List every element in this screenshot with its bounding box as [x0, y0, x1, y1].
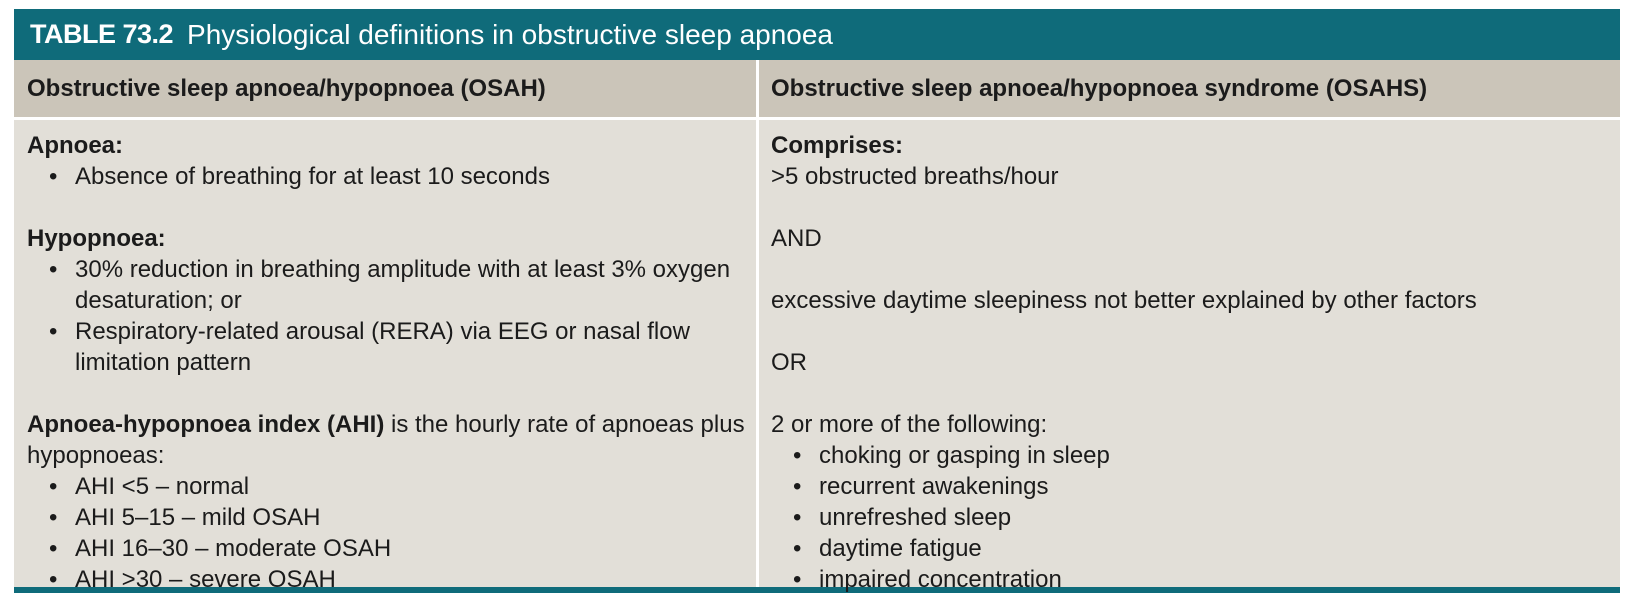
symptom-list [771, 440, 1620, 595]
list-item: • impaired concentration [771, 564, 1620, 595]
list-item: • AHI 5–15 – mild OSAH [27, 502, 756, 533]
list-item: • unrefreshed sleep [771, 502, 1620, 533]
list-item: • AHI <5 – normal [27, 471, 756, 502]
list-item: • 30% reduction in breathing amplitude with at least 3% oxygen desaturation; or [27, 254, 756, 316]
list-item: • Respiratory-related arousal (RERA) via EEG or nasal flow limitation pattern [27, 316, 756, 378]
and-connector: AND [771, 225, 822, 252]
list-item: • Absence of breathing for at least 10 seconds [27, 161, 756, 192]
table-title-bar [14, 9, 1620, 60]
definitions-table [14, 9, 1620, 593]
ahi-intro: is the hourly rate of apnoeas plus hypopnoeas: [27, 411, 745, 469]
criterion-breaths: >5 obstructed breaths/hour [771, 163, 1059, 190]
comprises-heading: Comprises: [771, 132, 904, 159]
list-item: • AHI >30 – severe OSAH [27, 564, 756, 595]
osahs-column [759, 120, 1620, 593]
criterion-sleepiness: excessive daytime sleepiness not better explained by other factors [771, 287, 1477, 314]
ahi-definition [27, 409, 756, 471]
criterion-following: 2 or more of the following: [771, 411, 1048, 438]
hypopnoea-heading: Hypopnoea: [27, 225, 166, 252]
osah-column [14, 120, 759, 593]
table-body-row [14, 120, 1620, 593]
table-label: TABLE 73.2 [30, 19, 174, 49]
table-title: Physiological definitions in obstructive sleep apnoea [187, 18, 834, 50]
table-header-row [14, 60, 1620, 120]
apnoea-heading: Apnoea: [27, 132, 123, 159]
list-item: • daytime fatigue [771, 533, 1620, 564]
header-osah: Obstructive sleep apnoea/hypopnoea (OSAH) [14, 60, 759, 117]
or-connector: OR [771, 349, 807, 376]
apnoea-list [27, 161, 756, 192]
hypopnoea-list [27, 254, 756, 378]
header-osahs: Obstructive sleep apnoea/hypopnoea syndrome (OSAHS) [771, 74, 1428, 102]
ahi-heading: Apnoea-hypopnoea index (AHI) [27, 411, 385, 438]
list-item: • choking or gasping in sleep [771, 440, 1620, 471]
list-item: • recurrent awakenings [771, 471, 1620, 502]
ahi-list [27, 471, 756, 595]
list-item: • AHI 16–30 – moderate OSAH [27, 533, 756, 564]
